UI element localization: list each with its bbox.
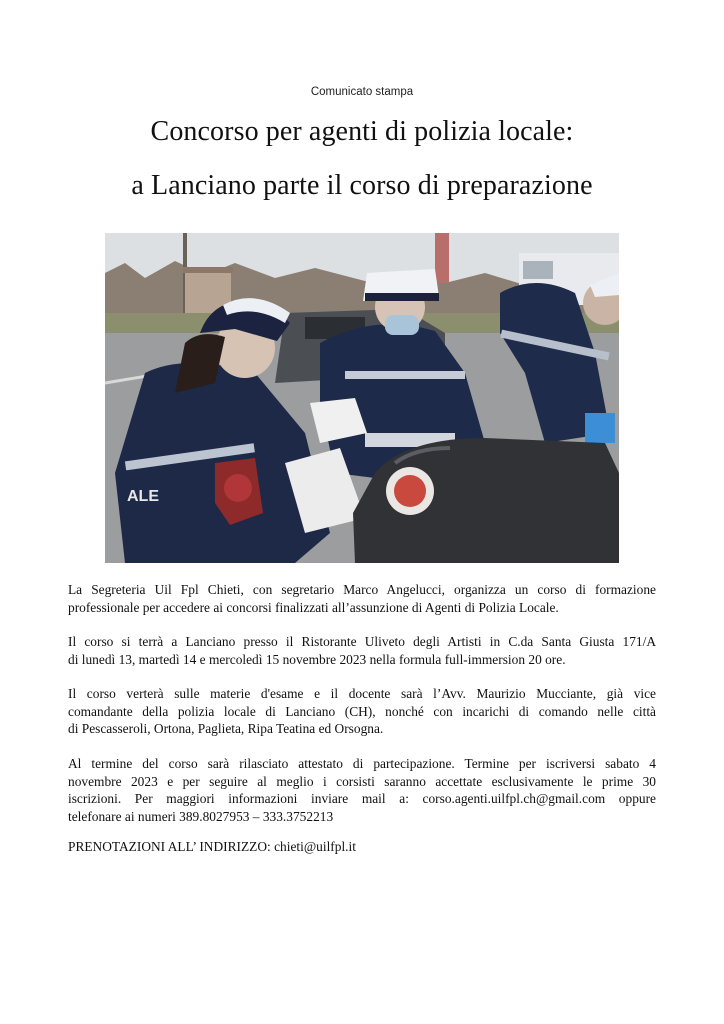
text-line: telefonare ai numeri 389.8027953 – 333.3752213 xyxy=(68,808,334,824)
text-line: novembre 2023 e per seguire al meglio i corsisti saranno accettate esclusivamente le prime 30 xyxy=(68,773,656,789)
police-officers-photo xyxy=(105,233,619,563)
text-line: Il corso verterà sulle materie d'esame e il docente sarà l’Avv. Maurizio Mucciante, già vice xyxy=(68,686,656,701)
paragraph-location-dates xyxy=(68,633,656,668)
booking-address: PRENOTAZIONI ALL’ INDIRIZZO: chieti@uilfpl.it xyxy=(68,839,356,854)
text-line: iscrizioni. Per maggiori informazioni inviare mail a: corso.agenti.uilfpl.ch@gmail.com oppure xyxy=(68,791,656,806)
text-line: Al termine del corso sarà rilasciato attestato di partecipazione. Termine per iscriversi sabato 4 xyxy=(68,756,656,771)
headline-line-2: a Lanciano parte il corso di preparazione xyxy=(131,170,593,201)
text-line: Il corso si terrà a Lanciano presso il Ristorante Uliveto degli Artisti in C.da Santa Giusta 171/A xyxy=(68,634,656,649)
text-line: professionale per accedere ai concorsi finalizzati all’assunzione di Agenti di Polizia Locale. xyxy=(68,599,559,615)
paragraph-organizer xyxy=(68,581,656,616)
headline-line-1: Concorso per agenti di polizia locale: xyxy=(150,116,574,147)
paragraph-registration xyxy=(68,755,656,825)
text-line: La Segreteria Uil Fpl Chieti, con segretario Marco Angelucci, organizza un corso di formazione xyxy=(68,582,656,597)
text-line: comandante della polizia locale di Lanciano (CH), nonché con incarichi di comando nelle città xyxy=(68,703,656,719)
uniform-patch-text: ALE xyxy=(127,488,159,505)
paragraph-instructor xyxy=(68,685,656,738)
text-line: di Pescasseroli, Ortona, Paglieta, Ripa Teatina ed Orsogna. xyxy=(68,721,384,736)
press-release-label: Comunicato stampa xyxy=(310,86,414,98)
text-line: di lunedì 13, martedì 14 e mercoledì 15 novembre 2023 nella formula full-immersion 20 ore. xyxy=(68,651,566,667)
